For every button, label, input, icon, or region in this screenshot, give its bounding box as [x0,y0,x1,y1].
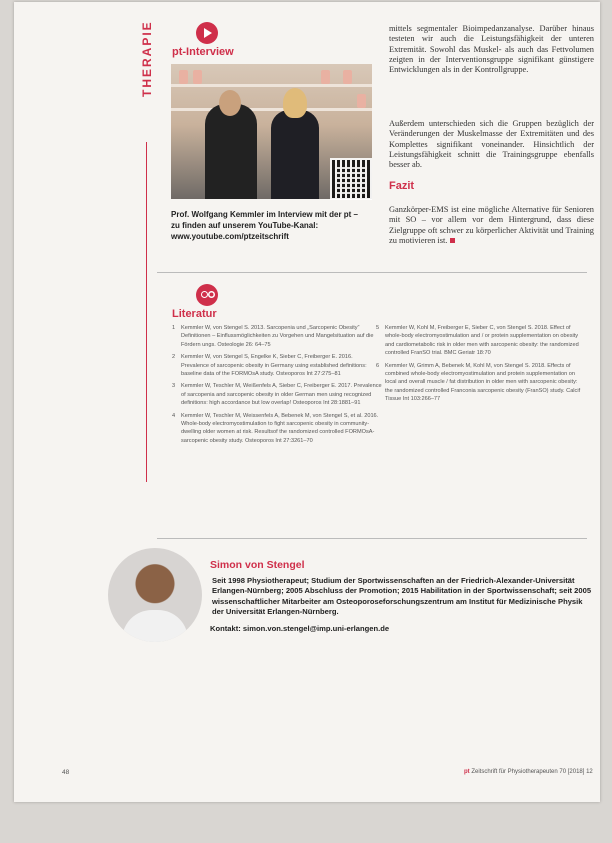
author-contact[interactable]: Kontakt: simon.von.stengel@imp.uni-erlangen.de [210,624,390,633]
footer-brand: pt [464,769,470,775]
page [14,2,600,802]
youtube-link[interactable]: www.youtube.com/ptzeitschrift [171,232,289,241]
play-icon[interactable] [196,22,218,44]
reference-item [376,362,586,404]
fazit-text [389,205,594,246]
jar [343,70,352,84]
photo-caption [171,209,376,242]
footer [464,769,593,775]
interviewee-figure [205,104,257,199]
reference-text: Kemmler W, Kohl M, Freiberger E, Sieber C, von Stengel S. 2018. Effect of whole-body electromyostimulation and / or protein supplementation on obesity and cardiometabolic risk in older men with sarcopenic obesity: the randomized controlled FranSO trial. BMC Geriatr 18:70 [385,325,579,357]
reference-text: Kemmler W, Teschler M, Weißenfels A, Sieber C, Freiberger E. 2017. Prevalence of sarcopenia and sarcopenic obesity in older German men using recognized definitions: high accordance but low overlap! Osteoporos Int 28:1881–91 [181,383,382,407]
fazit-text-span: Ganzkörper-EMS ist eine mögliche Alternative für Senioren mit SO – vor allem vor dem Hintergrund, dass diese Zielgruppe oft schwer zu körperlicher Aktivität und Training zu motivieren ist. [389,205,594,245]
link-icon [196,284,218,306]
section-tag: THERAPIE [140,20,154,97]
reference-text: Kemmler W, von Stengel S. 2013. Sarcopenia und „Sarcopenic Obesity“ Definitionen – Einflussmöglichkeiten zu Vorgehen und Mangelsituation auf die Fördern ungs. Osteologie 26: 64–75 [181,325,374,348]
divider [157,538,587,539]
reference-item [172,324,382,349]
references-right [376,324,586,408]
reference-text: Kemmler W, Teschler M, Weissenfels A, Bebenek M, von Stengel S, et al. 2016. Whole-body electromyostimulation to fight sarcopenic obesity in community-dwelling older women at risk. Resultsof the randomized controlled FORMOsA-sarcopenic obesity study. Osteoporos Int 27:3261–70 [181,412,379,444]
author-bio: Seit 1998 Physiotherapeut; Studium der Sportwissenschaften an der Friedrich-Alexander-Universität Erlangen-Nürnberg; 2005 Abschluss der Promotion; 2015 Habilitation in der Sportwissenschaft; seit 2005 wissenschaftlicher Mitarbeiter am Osteoporoseforschungszentrum am Institut für Medizinische Physik der Universität Erlangen-Nürnberg. [212,576,592,616]
page-number: 48 [62,769,70,776]
caption-line: zu finden auf unserem YouTube-Kanal: [171,221,319,230]
interviewer-head [283,88,307,118]
literatur-heading: Literatur [172,308,217,320]
body-text: mittels segmentaler Bioimpedanzanalyse. Darüber hinaus testeten wir auch die Leistungsfähigkeit der unteren Extremität. Sowohl das Muskel- als auch das Fettvolumen zeigten in der Interventionsgruppe signifikant günstigere Entwicklungen als in der Kontrollgruppe. [389,24,594,75]
reference-number: 4 [172,412,176,419]
jar [193,70,202,84]
reference-number: 1 [172,325,176,331]
footer-journal: Zeitschrift für Physiotherapeuten [471,769,558,775]
interviewer-figure [271,110,319,199]
caption-line: Prof. Wolfgang Kemmler im Interview mit der pt – [171,210,358,219]
jar [179,70,188,84]
references-left [172,324,382,449]
avatar [108,548,202,642]
reference-item [376,324,586,358]
divider [157,272,587,273]
shelf [171,108,372,111]
reference-number: 3 [172,383,176,390]
reference-text: Kemmler W, Grimm A, Bebenek M, Kohl M, von Stengel S. 2018. Effects of combined whole-body electromyostimulation and protein supplementation on local and overall muscle / fat distribution in older men with sarcopenic obesity: the randomized controlled Franconia sarcopenic obesity (FranSO) study. Calcif Tissue Int 103:266–77 [385,362,581,403]
reference-number: 6 [376,362,380,369]
jar [321,70,330,84]
interview-heading: pt-Interview [172,46,234,58]
qr-code-icon[interactable] [330,158,372,200]
interviewee-head [219,90,241,116]
section-line [146,142,147,482]
shelf [171,84,372,87]
fazit-heading: Fazit [389,180,415,192]
reference-item [172,412,382,446]
jar [357,94,366,108]
body-text: Außerdem unterschieden sich die Gruppen bezüglich der Veränderungen der Muskelmasse der Extremitäten und des Komplettes signifikant voneinander. Hinsichtlich der Leistungsfähigkeit schnitt die Trainingsgruppe ebenfalls besser ab. [389,119,594,170]
reference-number: 2 [172,354,176,361]
reference-text: Kemmler W, von Stengel S, Engelke K, Sieber C, Freiberger E. 2016. Prevalence of sarcopenic obesity in Germany using established definitions: baseline data of the FORMOsA study. Osteoporos Int 27:275–81 [181,354,367,378]
reference-item [172,382,382,407]
author-name: Simon von Stengel [210,559,305,571]
reference-number: 5 [376,325,380,331]
reference-item [172,353,382,378]
end-mark-icon [450,238,455,243]
footer-issue: 70 [2018] 12 [559,769,593,775]
